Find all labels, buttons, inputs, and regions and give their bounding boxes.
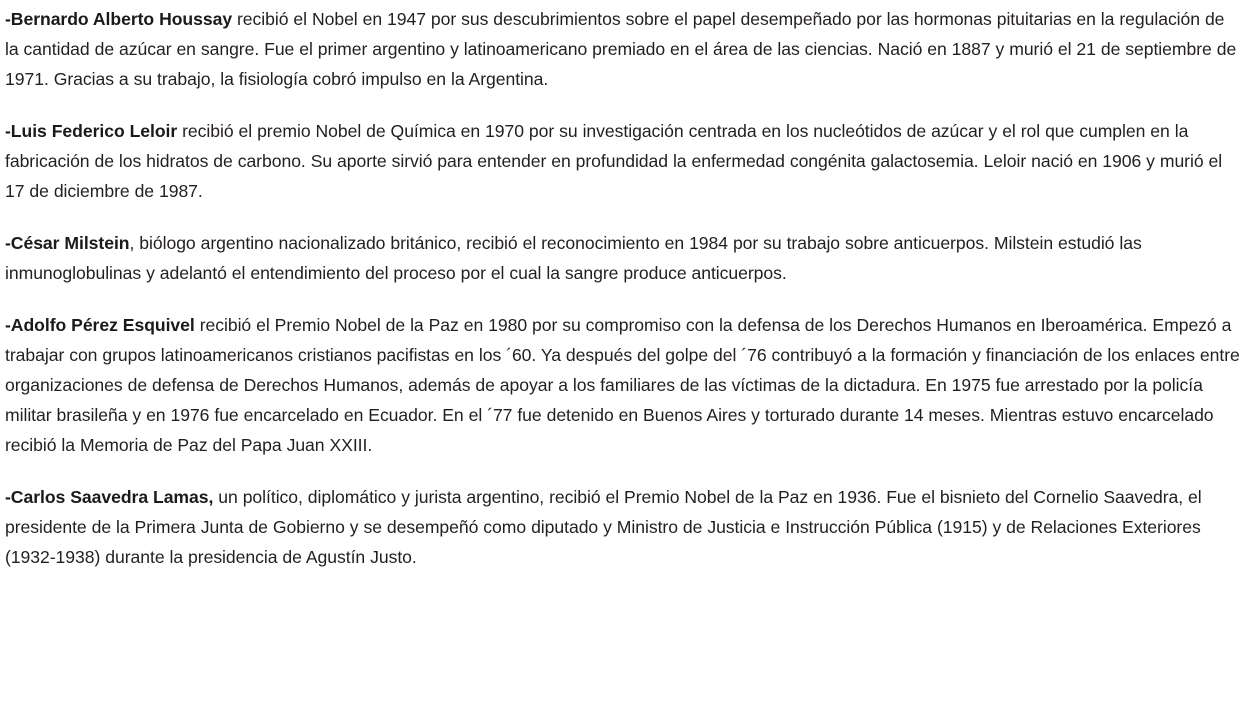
paragraph-saavedra-lamas — [5, 482, 1242, 572]
paragraph-text-leloir: recibió el premio Nobel de Química en 1970 por su investigación centrada en los nucleótidos de azúcar y el rol que cumplen en la fabricación de los hidratos de carbono. Su aporte sirvió para entender en profundidad la enfermedad congénita galactosemia. Leloir nació en 1906 y murió el 17 de diciembre de 1987. — [5, 121, 1223, 201]
person-name-milstein: -César Milstein — [5, 233, 130, 253]
paragraph-text-houssay: recibió el Nobel en 1947 por sus descubrimientos sobre el papel desempeñado por las hormonas pituitarias en la regulación de la cantidad de azúcar en sangre. Fue el primer argentino y latinoamericano premiado en el área de las ciencias. Nació en 1887 y murió el 21 de septiembre de 1971. Gracias a su trabajo, la fisiología cobró impulso en la Argentina. — [5, 9, 1237, 89]
person-name-leloir: -Luis Federico Leloir — [5, 121, 178, 141]
paragraph-perez-esquivel — [5, 310, 1242, 460]
paragraph-leloir — [5, 116, 1242, 206]
paragraph-text-milstein: , biólogo argentino nacionalizado británico, recibió el reconocimiento en 1984 por su trabajo sobre anticuerpos. Milstein estudió las inmunoglobulinas y adelantó el entendimiento del proceso por el cual la sangre produce anticuerpos. — [5, 233, 1142, 283]
person-name-saavedra-lamas: -Carlos Saavedra Lamas, — [5, 487, 214, 507]
paragraph-houssay — [5, 4, 1242, 94]
paragraph-text-perez-esquivel: recibió el Premio Nobel de la Paz en 1980 por su compromiso con la defensa de los Derechos Humanos en Iberoamérica. Empezó a trabajar con grupos latinoamericanos cristianos pacifistas en los ´60. Ya después del golpe del ´76 contribuyó a la formación y financiación de los enlaces entre organizaciones de defensa de Derechos Humanos, además de apoyar a los familiares de las víctimas de la dictadura. En 1975 fue arrestado por la policía militar brasileña y en 1976 fue encarcelado en Ecuador. En el ´77 fue detenido en Buenos Aires y torturado durante 14 meses. Mientras estuvo encarcelado recibió la Memoria de Paz del Papa Juan XXIII. — [5, 315, 1240, 455]
paragraph-text-saavedra-lamas: un político, diplomático y jurista argentino, recibió el Premio Nobel de la Paz en 1936. Fue el bisnieto del Cornelio Saavedra, el presidente de la Primera Junta de Gobierno y se desempeñó como diputado y Ministro de Justicia e Instrucción Pública (1915) y de Relaciones Exteriores (1932-1938) durante la presidencia de Agustín Justo. — [5, 487, 1202, 567]
paragraph-milstein — [5, 228, 1242, 288]
person-name-houssay: -Bernardo Alberto Houssay — [5, 9, 233, 29]
person-name-perez-esquivel: -Adolfo Pérez Esquivel — [5, 315, 195, 335]
